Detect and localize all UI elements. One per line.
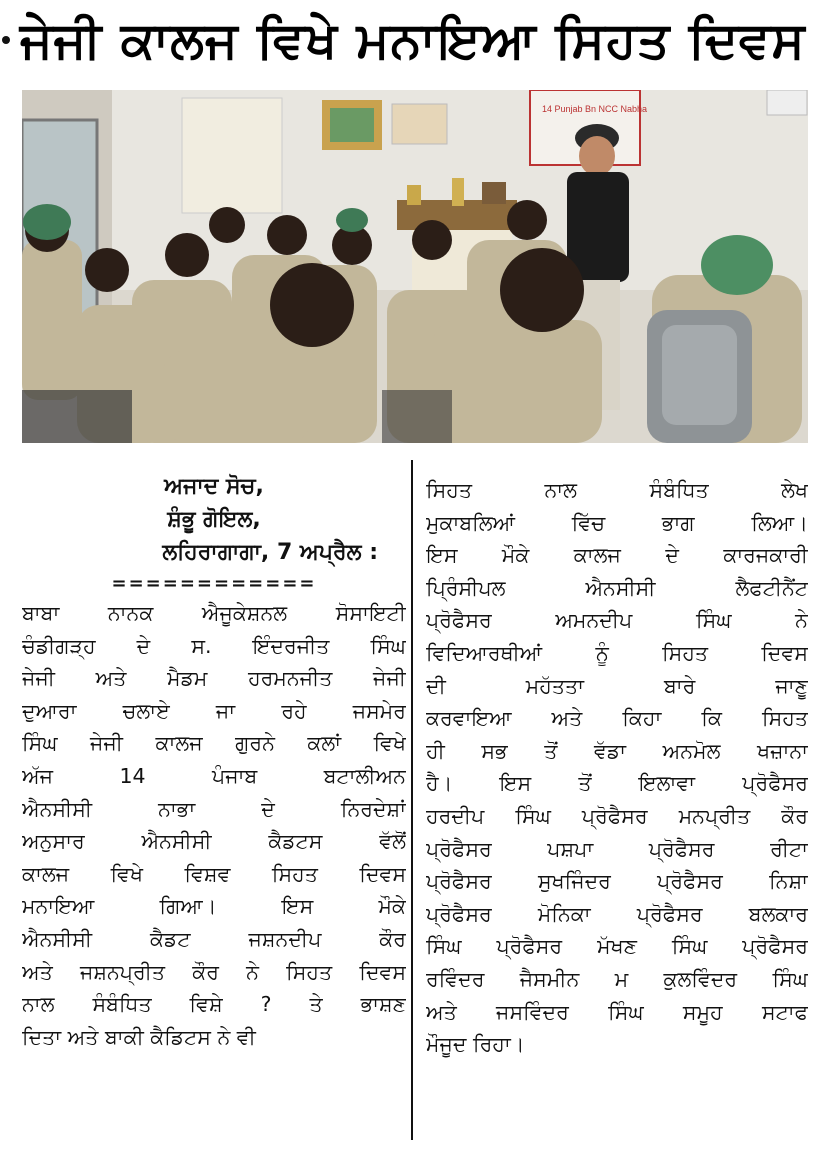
- article-line: ਪ੍ਰੋਫੈਸਰ ਅਮਨਦੀਪ ਸਿੰਘ ਨੇ: [426, 608, 808, 633]
- article-line: ਹੈ। ਇਸ ਤੋਂ ਇਲਾਵਾ ਪ੍ਰੋਫੈਸਰ: [426, 771, 808, 796]
- article-line: ਮੌਜੂਦ ਰਿਹਾ।: [426, 1032, 525, 1057]
- article-line: ਦੀ ਮਹੱਤਤਾ ਬਾਰੇ ਜਾਣੂ: [426, 673, 808, 698]
- article-column-right: [426, 474, 808, 1061]
- article-line: ਰਵਿੰਦਰ ਜੈਸਮੀਨ ਮ ਕੁਲਵਿੰਦਰ ਸਿੰਘ: [426, 966, 808, 991]
- byline-rule: ============: [111, 573, 317, 594]
- article-line: ਪ੍ਰੋਫੈਸਰ ਪਸ਼ਪਾ ਪ੍ਰੋਫੈਸਰ ਰੀਟਾ: [426, 836, 808, 861]
- right-column-body: [426, 474, 808, 1061]
- headline: ਜੇਜੀ ਕਾਲਜ ਵਿਖੇ ਮਨਾਇਆ ਸਿਹਤ ਦਿਵਸ: [20, 10, 806, 69]
- article-line: ਅਤੇ ਜਸ਼ਨਪ੍ਰੀਤ ਕੌਰ ਨੇ ਸਿਹਤ ਦਿਵਸ: [22, 959, 406, 984]
- article-line: ਹੀ ਸਭ ਤੋਂ ਵੱਡਾ ਅਨਮੋਲ ਖਜ਼ਾਨਾ: [426, 738, 808, 763]
- news-photo: [22, 90, 808, 443]
- article-line: ਪ੍ਰਿੰਸੀਪਲ ਐਨਸੀਸੀ ਲੈਫਟੀਨੈਂਟ: [426, 575, 808, 600]
- article-line: ਹਰਦੀਪ ਸਿੰਘ ਪ੍ਰੋਫੈਸਰ ਮਨਪ੍ਰੀਤ ਕੌਰ: [426, 803, 808, 828]
- article-line: ਸਿੰਘ ਪ੍ਰੋਫੈਸਰ ਮੱਖਣ ਸਿੰਘ ਪ੍ਰੋਫੈਸਰ: [426, 934, 808, 959]
- column-divider: [411, 460, 413, 1140]
- article-line: ਅੱਜ 14 ਪੰਜਾਬ ਬਟਾਲੀਅਨ: [22, 763, 406, 788]
- article-line: ਐਨਸੀਸੀ ਕੈਡਟ ਜਸ਼ਨਦੀਪ ਕੌਰ: [22, 926, 406, 951]
- article-line: ਦੁਆਰਾ ਚਲਾਏ ਜਾ ਰਹੇ ਜਸਮੇਰ: [22, 698, 406, 723]
- article-line: ਜੇਜੀ ਅਤੇ ਮੈਡਮ ਹਰਮਨਜੀਤ ਜੇਜੀ: [22, 666, 406, 691]
- article-line: ਕਰਵਾਇਆ ਅਤੇ ਕਿਹਾ ਕਿ ਸਿਹਤ: [426, 706, 808, 731]
- article-line: ਚੰਡੀਗੜ੍ਹ ਦੇ ਸ. ਇੰਦਰਜੀਤ ਸਿੰਘ: [22, 633, 406, 658]
- byline-reporter: ਸ਼ੰਭੂ ਗੋਇਲ,: [167, 507, 261, 532]
- classroom-photo-illustration: [22, 90, 808, 443]
- article-line: ਸਿੰਘ ਜੇਜੀ ਕਾਲਜ ਗੁਰਨੇ ਕਲਾਂ ਵਿਖੇ: [22, 731, 406, 756]
- byline-dateline: ਲਹਿਰਾਗਾਗਾ, 7 ਅਪ੍ਰੈਲ :: [162, 540, 378, 565]
- article-line: ਬਾਬਾ ਨਾਨਕ ਐਜੂਕੇਸ਼ਨਲ ਸੋਸਾਇਟੀ: [22, 601, 406, 625]
- headline-bar: [0, 0, 823, 80]
- headline-bullet: [2, 36, 10, 44]
- article-line: ਮੁਕਾਬਲਿਆਂ ਵਿੱਚ ਭਾਗ ਲਿਆ।: [426, 510, 808, 535]
- article-line: ਦਿਤਾ ਅਤੇ ਬਾਕੀ ਕੈਡਿਟਸ ਨੇ ਵੀ: [22, 1024, 256, 1049]
- article-line: ਮਨਾਇਆ ਗਿਆ। ਇਸ ਮੌਕੇ: [22, 894, 406, 919]
- byline-source: ਅਜਾਦ ਸੋਚ,: [164, 474, 264, 499]
- wall-banner-text: 14 Punjab Bn NCC Nabha: [542, 104, 648, 114]
- article-line: ਵਿਦਿਆਰਥੀਆਂ ਨੂੰ ਸਿਹਤ ਦਿਵਸ: [426, 640, 808, 665]
- article-line: ਸਿਹਤ ਨਾਲ ਸੰਬੰਧਿਤ ਲੇਖ: [426, 478, 808, 502]
- article-line: ਅਨੁਸਾਰ ਐਨਸੀਸੀ ਕੈਡਟਸ ਵੱਲੋਂ: [22, 829, 406, 854]
- left-column-body: [22, 597, 406, 1053]
- article-line: ਕਾਲਜ ਵਿਖੇ ਵਿਸ਼ਵ ਸਿਹਤ ਦਿਵਸ: [22, 861, 406, 886]
- article-column-left: [22, 470, 406, 1053]
- article-line: ਪ੍ਰੋਫੈਸਰ ਸੁਖਜਿੰਦਰ ਪ੍ਰੋਫੈਸਰ ਨਿਸ਼ਾ: [426, 869, 808, 894]
- article-line: ਪ੍ਰੋਫੈਸਰ ਮੋਨਿਕਾ ਪ੍ਰੋਫੈਸਰ ਬਲਕਾਰ: [426, 901, 808, 926]
- article-line: ਇਸ ਮੌਕੇ ਕਾਲਜ ਦੇ ਕਾਰਜਕਾਰੀ: [426, 543, 808, 568]
- article-line: ਨਾਲ ਸੰਬੰਧਿਤ ਵਿਸ਼ੇ ? ਤੇ ਭਾਸ਼ਣ: [22, 992, 406, 1017]
- article-line: ਐਨਸੀਸੀ ਨਾਭਾ ਦੇ ਨਿਰਦੇਸ਼ਾਂ: [22, 796, 406, 821]
- article-line: ਅਤੇ ਜਸਵਿੰਦਰ ਸਿੰਘ ਸਮੂਹ ਸਟਾਫ: [426, 999, 808, 1024]
